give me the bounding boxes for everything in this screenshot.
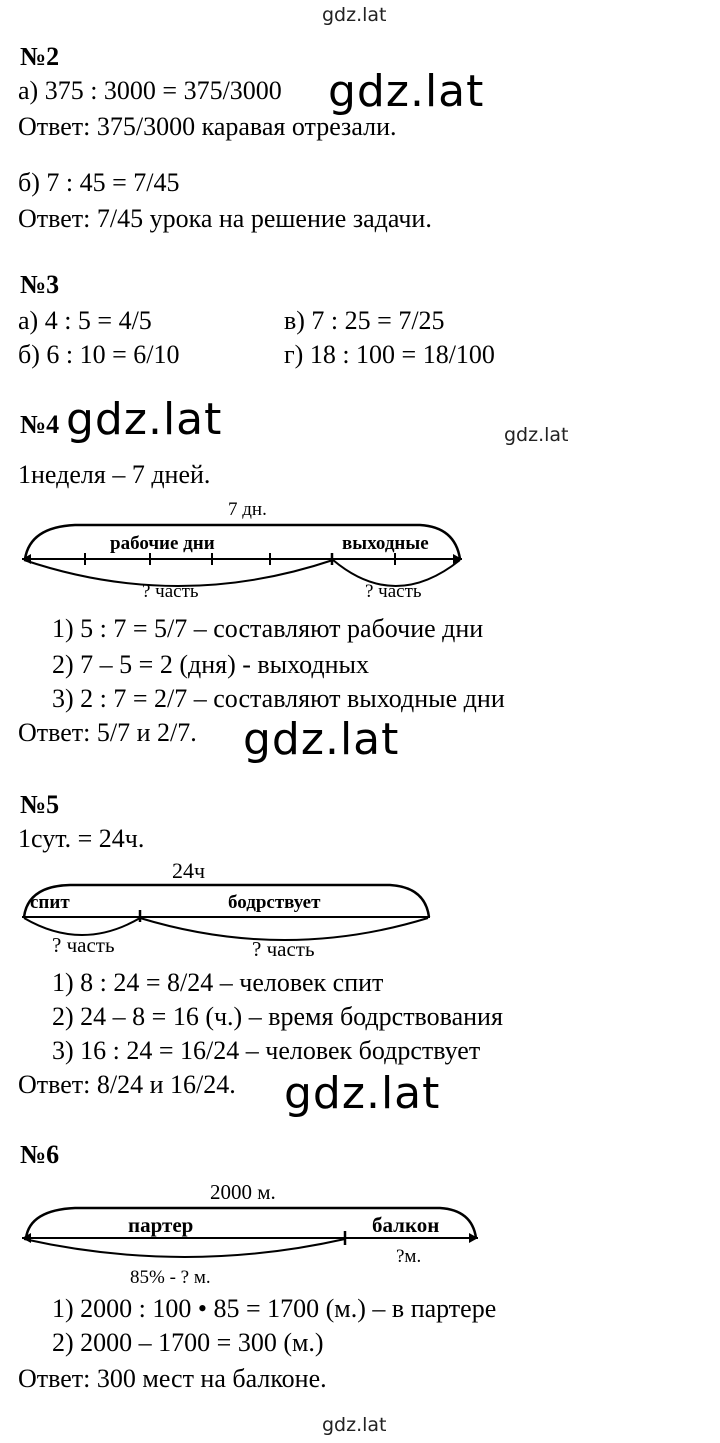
watermark-large: gdz.lat	[243, 714, 400, 765]
watermark-small: gdz.lat	[504, 424, 569, 446]
diagram-day-below2: ? часть	[252, 937, 315, 961]
task5-step2: 2) 24 – 8 = 16 (ч.) – время бодрствования	[52, 1002, 503, 1031]
diagram-theatre-seg2: балкон	[372, 1213, 440, 1237]
task4-step3: 3) 2 : 7 = 2/7 – составляют выходные дни	[52, 684, 505, 713]
task5-answer: Ответ: 8/24 и 16/24.	[18, 1070, 236, 1099]
task6-step2: 2) 2000 – 1700 = 300 (м.)	[52, 1328, 324, 1357]
task4-answer: Ответ: 5/7 и 2/7.	[18, 718, 197, 747]
task6-answer: Ответ: 300 мест на балконе.	[18, 1364, 327, 1393]
diagram-day-total: 24ч	[172, 858, 206, 883]
task2-a-answer: Ответ: 375/3000 каравая отрезали.	[18, 112, 397, 141]
diagram-theatre-below1: 85% - ? м.	[130, 1267, 211, 1288]
watermark-bottom: gdz.lat	[322, 1414, 387, 1436]
task2-heading: №2	[20, 42, 60, 71]
diagram-theatre-below2: ?м.	[396, 1246, 422, 1267]
diagram-day-below1: ? часть	[52, 933, 115, 957]
task6-heading: №6	[20, 1140, 60, 1169]
task3-g: г) 18 : 100 = 18/100	[284, 340, 495, 369]
task4-step1: 1) 5 : 7 = 5/7 – составляют рабочие дни	[52, 614, 484, 643]
task3-heading: №3	[20, 270, 60, 299]
watermark-large: gdz.lat	[66, 394, 223, 445]
diagram-week-below2: ? часть	[365, 581, 422, 602]
task5-step1: 1) 8 : 24 = 8/24 – человек спит	[52, 968, 384, 997]
watermark-large: gdz.lat	[328, 66, 485, 117]
task3-v: в) 7 : 25 = 7/25	[284, 306, 445, 335]
task3-b: б) 6 : 10 = 6/10	[18, 340, 180, 369]
task6-step1: 1) 2000 : 100 • 85 = 1700 (м.) – в партере	[52, 1294, 497, 1323]
task2-b: б) 7 : 45 = 7/45	[18, 168, 180, 197]
diagram-week-seg2: выходные	[342, 533, 429, 554]
task4-heading: №4	[20, 410, 60, 439]
task5-step3: 3) 16 : 24 = 16/24 – человек бодрствует	[52, 1036, 481, 1065]
task5-intro: 1сут. = 24ч.	[18, 824, 145, 853]
diagram-week-below1: ? часть	[142, 581, 199, 602]
diagram-day-seg2: бодрствует	[228, 892, 321, 913]
task2-b-answer: Ответ: 7/45 урока на решение задачи.	[18, 204, 432, 233]
diagram-week-total: 7 дн.	[228, 499, 267, 520]
diagram-week-seg1: рабочие дни	[110, 533, 215, 554]
task5-heading: №5	[20, 790, 60, 819]
diagram-day	[22, 885, 430, 940]
task4-step2: 2) 7 – 5 = 2 (дня) - выходных	[52, 650, 370, 679]
watermark-large: gdz.lat	[284, 1068, 441, 1119]
watermark-top: gdz.lat	[322, 4, 387, 26]
diagram-theatre-seg1: партер	[128, 1213, 194, 1237]
task4-intro: 1неделя – 7 дней.	[18, 460, 211, 489]
task2-a: а) 375 : 3000 = 375/3000	[18, 76, 282, 105]
task3-a: а) 4 : 5 = 4/5	[18, 306, 152, 335]
diagram-theatre-total: 2000 м.	[210, 1180, 276, 1204]
diagram-day-seg1: спит	[30, 892, 70, 913]
